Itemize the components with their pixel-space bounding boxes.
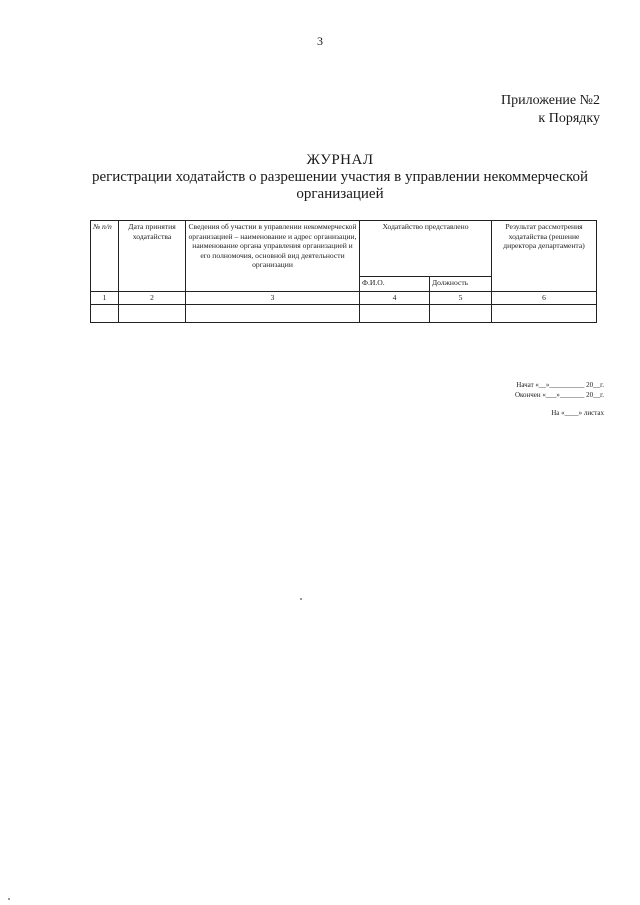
header-number: № п/п <box>91 221 119 292</box>
column-number: 4 <box>360 292 430 305</box>
header-submitted-by: Ходатайство представлено <box>360 221 492 277</box>
scan-speck <box>8 898 10 900</box>
title-line-2: организацией <box>296 186 384 202</box>
empty-table-row <box>91 305 597 323</box>
appendix-line-1: Приложение №2 <box>501 93 600 108</box>
started-date: Начат «__»__________ 20__г. <box>516 381 604 389</box>
document-title <box>60 152 620 203</box>
empty-cell <box>360 305 430 323</box>
scan-speck <box>300 598 302 600</box>
ended-date: Окончен «___»_______ 20__г. <box>514 391 604 399</box>
header-full-name: Ф.И.О. <box>360 277 430 292</box>
sheets-count: На «____» листах <box>551 409 604 417</box>
empty-cell <box>119 305 186 323</box>
column-number: 2 <box>119 292 186 305</box>
column-number-row <box>91 292 597 305</box>
header-date: Дата принятия ходатайства <box>119 221 186 292</box>
empty-cell <box>186 305 360 323</box>
header-participation-info: Сведения об участии в управлении некоммерческой организацией – наименование и адрес организации, наименование органа управления организацией и его полномочия, основной вид деятельности организации <box>186 221 360 292</box>
empty-cell <box>492 305 597 323</box>
title-heading: ЖУРНАЛ <box>306 152 374 168</box>
header-result: Результат рассмотрения ходатайства (решение директора департамента) <box>492 221 597 292</box>
journal-table <box>90 220 597 323</box>
footer-gap <box>515 400 604 408</box>
column-number: 3 <box>186 292 360 305</box>
column-number: 1 <box>91 292 119 305</box>
empty-cell <box>91 305 119 323</box>
journal-footer <box>515 380 604 418</box>
appendix-line-2: к Порядку <box>538 111 600 126</box>
title-line-1: регистрации ходатайств о разрешении участия в управлении некоммерческой <box>91 169 589 185</box>
empty-cell <box>430 305 492 323</box>
page-number: 3 <box>317 34 323 48</box>
column-number: 6 <box>492 292 597 305</box>
appendix-label <box>501 92 600 128</box>
column-number: 5 <box>430 292 492 305</box>
header-position: Должность <box>430 277 492 292</box>
